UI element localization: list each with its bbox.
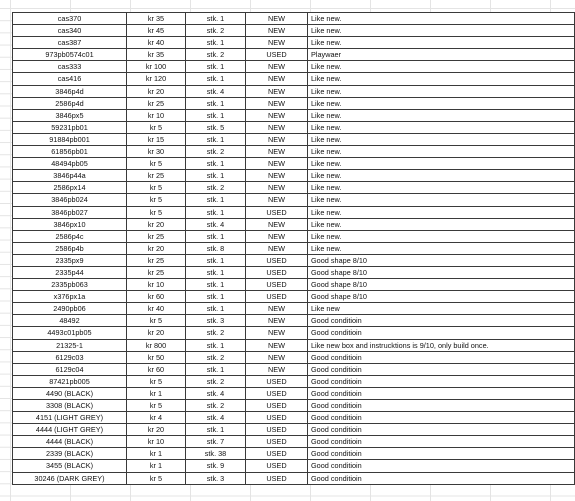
condition-cell[interactable]: NEW	[246, 97, 308, 109]
price-cell[interactable]: kr 5	[127, 158, 186, 170]
item-number-cell[interactable]: 59231pb01	[13, 121, 127, 133]
item-number-cell[interactable]: 973pb0574c01	[13, 49, 127, 61]
note-cell[interactable]: Good shape 8/10	[308, 254, 575, 266]
note-cell[interactable]: Like new.	[308, 182, 575, 194]
quantity-cell[interactable]: stk. 1	[186, 339, 246, 351]
price-cell[interactable]: kr 20	[127, 327, 186, 339]
quantity-cell[interactable]: stk. 1	[186, 37, 246, 49]
table-row	[13, 194, 575, 206]
price-cell[interactable]: kr 25	[127, 97, 186, 109]
condition-cell[interactable]: NEW	[246, 133, 308, 145]
quantity-cell[interactable]: stk. 3	[186, 315, 246, 327]
price-cell[interactable]: kr 50	[127, 351, 186, 363]
quantity-cell[interactable]: stk. 2	[186, 25, 246, 37]
quantity-cell[interactable]: stk. 1	[186, 266, 246, 278]
condition-cell[interactable]: USED	[246, 387, 308, 399]
condition-cell[interactable]: USED	[246, 375, 308, 387]
quantity-cell[interactable]: stk. 1	[186, 363, 246, 375]
quantity-cell[interactable]: stk. 1	[186, 109, 246, 121]
condition-cell[interactable]: NEW	[246, 218, 308, 230]
price-cell[interactable]: kr 60	[127, 291, 186, 303]
note-cell[interactable]: Good shape 8/10	[308, 279, 575, 291]
condition-cell[interactable]: NEW	[246, 242, 308, 254]
condition-cell[interactable]: NEW	[246, 182, 308, 194]
quantity-cell[interactable]: stk. 2	[186, 49, 246, 61]
item-number-cell[interactable]: 87421pb005	[13, 375, 127, 387]
table-row	[13, 351, 575, 363]
quantity-cell[interactable]: stk. 9	[186, 460, 246, 472]
note-cell[interactable]: Like new.	[308, 25, 575, 37]
condition-cell[interactable]: NEW	[246, 73, 308, 85]
table-row	[13, 158, 575, 170]
table-row	[13, 109, 575, 121]
condition-cell[interactable]: NEW	[246, 351, 308, 363]
item-number-cell[interactable]: 3846p4d	[13, 85, 127, 97]
note-cell[interactable]: Like new.	[308, 242, 575, 254]
condition-cell[interactable]: USED	[246, 424, 308, 436]
item-number-cell[interactable]: 21325-1	[13, 339, 127, 351]
note-cell[interactable]: Good conditioin	[308, 472, 575, 484]
price-cell[interactable]: kr 45	[127, 25, 186, 37]
table-row	[13, 121, 575, 133]
quantity-cell[interactable]: stk. 1	[186, 73, 246, 85]
table-row	[13, 266, 575, 278]
item-number-cell[interactable]: cas340	[13, 25, 127, 37]
table-row	[13, 436, 575, 448]
note-cell[interactable]: Good conditioin	[308, 412, 575, 424]
item-number-cell[interactable]: 2586p4c	[13, 230, 127, 242]
quantity-cell[interactable]: stk. 1	[186, 194, 246, 206]
table-row	[13, 49, 575, 61]
item-number-cell[interactable]: 2335p44	[13, 266, 127, 278]
table-row	[13, 73, 575, 85]
item-number-cell[interactable]: 2335px9	[13, 254, 127, 266]
note-cell[interactable]: Good conditioin	[308, 448, 575, 460]
note-cell[interactable]: Good shape 8/10	[308, 266, 575, 278]
price-cell[interactable]: kr 20	[127, 85, 186, 97]
table-row	[13, 25, 575, 37]
note-cell[interactable]: Like new.	[308, 85, 575, 97]
quantity-cell[interactable]: stk. 2	[186, 400, 246, 412]
condition-cell[interactable]: NEW	[246, 85, 308, 97]
note-cell[interactable]: Good shape 8/10	[308, 291, 575, 303]
table-row	[13, 242, 575, 254]
table-row	[13, 206, 575, 218]
price-cell[interactable]: kr 20	[127, 218, 186, 230]
quantity-cell[interactable]: stk. 4	[186, 412, 246, 424]
price-cell[interactable]: kr 1	[127, 387, 186, 399]
condition-cell[interactable]: NEW	[246, 146, 308, 158]
condition-cell[interactable]: NEW	[246, 109, 308, 121]
item-number-cell[interactable]: cas333	[13, 61, 127, 73]
condition-cell[interactable]: NEW	[246, 303, 308, 315]
quantity-cell[interactable]: stk. 2	[186, 351, 246, 363]
quantity-cell[interactable]: stk. 1	[186, 170, 246, 182]
note-cell[interactable]: Good conditioin	[308, 424, 575, 436]
item-number-cell[interactable]: 4444 (LIGHT GREY)	[13, 424, 127, 436]
price-cell[interactable]: kr 5	[127, 400, 186, 412]
price-cell[interactable]: kr 35	[127, 13, 186, 25]
price-cell[interactable]: kr 15	[127, 133, 186, 145]
item-number-cell[interactable]: cas387	[13, 37, 127, 49]
price-cell[interactable]: kr 20	[127, 424, 186, 436]
quantity-cell[interactable]: stk. 1	[186, 230, 246, 242]
item-number-cell[interactable]: 2339 (BLACK)	[13, 448, 127, 460]
item-number-cell[interactable]: 4493c01pb05	[13, 327, 127, 339]
item-number-cell[interactable]: 3846pb027	[13, 206, 127, 218]
item-number-cell[interactable]: 3846pb024	[13, 194, 127, 206]
quantity-cell[interactable]: stk. 5	[186, 121, 246, 133]
note-cell[interactable]: Like new.	[308, 37, 575, 49]
quantity-cell[interactable]: stk. 1	[186, 279, 246, 291]
table-row	[13, 230, 575, 242]
note-cell[interactable]: Good conditioin	[308, 436, 575, 448]
price-cell[interactable]: kr 5	[127, 206, 186, 218]
item-number-cell[interactable]: 48492	[13, 315, 127, 327]
table-row	[13, 291, 575, 303]
price-cell[interactable]: kr 5	[127, 315, 186, 327]
table-row	[13, 61, 575, 73]
condition-cell[interactable]: NEW	[246, 13, 308, 25]
condition-cell[interactable]: USED	[246, 400, 308, 412]
note-cell[interactable]: Like new.	[308, 73, 575, 85]
condition-cell[interactable]: NEW	[246, 158, 308, 170]
price-cell[interactable]: kr 5	[127, 472, 186, 484]
price-cell[interactable]: kr 25	[127, 230, 186, 242]
quantity-cell[interactable]: stk. 2	[186, 375, 246, 387]
note-cell[interactable]: Like new.	[308, 97, 575, 109]
quantity-cell[interactable]: stk. 1	[186, 13, 246, 25]
note-cell[interactable]: Like new.	[308, 61, 575, 73]
note-cell[interactable]: Like new.	[308, 170, 575, 182]
note-cell[interactable]: Like new.	[308, 146, 575, 158]
item-number-cell[interactable]: 2586px14	[13, 182, 127, 194]
quantity-cell[interactable]: stk. 1	[186, 303, 246, 315]
table-row	[13, 339, 575, 351]
note-cell[interactable]: Like new.	[308, 158, 575, 170]
condition-cell[interactable]: NEW	[246, 61, 308, 73]
condition-cell[interactable]: NEW	[246, 25, 308, 37]
note-cell[interactable]: Good conditioin	[308, 327, 575, 339]
price-cell[interactable]: kr 30	[127, 146, 186, 158]
note-cell[interactable]: Like new.	[308, 121, 575, 133]
item-number-cell[interactable]: 6129c04	[13, 363, 127, 375]
table-row	[13, 327, 575, 339]
item-number-cell[interactable]: 2490pb06	[13, 303, 127, 315]
note-cell[interactable]: Like new.	[308, 230, 575, 242]
note-cell[interactable]: Like new.	[308, 109, 575, 121]
quantity-cell[interactable]: stk. 3	[186, 472, 246, 484]
table-row	[13, 13, 575, 25]
note-cell[interactable]: Playwaer	[308, 49, 575, 61]
quantity-cell[interactable]: stk. 1	[186, 133, 246, 145]
table-row	[13, 375, 575, 387]
note-cell[interactable]: Good conditioin	[308, 315, 575, 327]
note-cell[interactable]: Good conditioin	[308, 351, 575, 363]
inventory-table	[12, 12, 575, 485]
condition-cell[interactable]: USED	[246, 279, 308, 291]
price-cell[interactable]: kr 120	[127, 73, 186, 85]
price-cell[interactable]: kr 5	[127, 182, 186, 194]
table-row	[13, 387, 575, 399]
table-row	[13, 133, 575, 145]
note-cell[interactable]: Good conditioin	[308, 375, 575, 387]
price-cell[interactable]: kr 35	[127, 49, 186, 61]
quantity-cell[interactable]: stk. 1	[186, 97, 246, 109]
condition-cell[interactable]: NEW	[246, 339, 308, 351]
price-cell[interactable]: kr 25	[127, 266, 186, 278]
quantity-cell[interactable]: stk. 7	[186, 436, 246, 448]
price-cell[interactable]: kr 5	[127, 375, 186, 387]
quantity-cell[interactable]: stk. 2	[186, 182, 246, 194]
table-row	[13, 146, 575, 158]
note-cell[interactable]: Good conditioin	[308, 363, 575, 375]
price-cell[interactable]: kr 40	[127, 303, 186, 315]
price-cell[interactable]: kr 100	[127, 61, 186, 73]
quantity-cell[interactable]: stk. 1	[186, 206, 246, 218]
quantity-cell[interactable]: stk. 4	[186, 218, 246, 230]
table-row	[13, 400, 575, 412]
item-number-cell[interactable]: 3308 (BLACK)	[13, 400, 127, 412]
condition-cell[interactable]: NEW	[246, 327, 308, 339]
condition-cell[interactable]: USED	[246, 412, 308, 424]
table-row	[13, 182, 575, 194]
price-cell[interactable]: kr 5	[127, 194, 186, 206]
note-cell[interactable]: Like new	[308, 303, 575, 315]
table-row	[13, 472, 575, 484]
quantity-cell[interactable]: stk. 1	[186, 158, 246, 170]
table-row	[13, 254, 575, 266]
inventory-table-body	[13, 13, 575, 485]
condition-cell[interactable]: USED	[246, 254, 308, 266]
condition-cell[interactable]: USED	[246, 448, 308, 460]
condition-cell[interactable]: NEW	[246, 230, 308, 242]
table-row	[13, 412, 575, 424]
item-number-cell[interactable]: 91884pb001	[13, 133, 127, 145]
note-cell[interactable]: Like new.	[308, 218, 575, 230]
condition-cell[interactable]: NEW	[246, 194, 308, 206]
item-number-cell[interactable]: cas416	[13, 73, 127, 85]
item-number-cell[interactable]: cas370	[13, 13, 127, 25]
note-cell[interactable]: Like new.	[308, 13, 575, 25]
item-number-cell[interactable]: 3846p44a	[13, 170, 127, 182]
note-cell[interactable]: Good conditioin	[308, 460, 575, 472]
quantity-cell[interactable]: stk. 38	[186, 448, 246, 460]
price-cell[interactable]: kr 4	[127, 412, 186, 424]
item-number-cell[interactable]: 4151 (LIGHT GREY)	[13, 412, 127, 424]
table-row	[13, 363, 575, 375]
quantity-cell[interactable]: stk. 1	[186, 424, 246, 436]
condition-cell[interactable]: NEW	[246, 363, 308, 375]
price-cell[interactable]: kr 10	[127, 109, 186, 121]
item-number-cell[interactable]: 4444 (BLACK)	[13, 436, 127, 448]
price-cell[interactable]: kr 10	[127, 436, 186, 448]
condition-cell[interactable]: NEW	[246, 170, 308, 182]
quantity-cell[interactable]: stk. 4	[186, 387, 246, 399]
condition-cell[interactable]: NEW	[246, 37, 308, 49]
price-cell[interactable]: kr 1	[127, 448, 186, 460]
price-cell[interactable]: kr 25	[127, 170, 186, 182]
table-row	[13, 170, 575, 182]
condition-cell[interactable]: USED	[246, 206, 308, 218]
item-number-cell[interactable]: 3846px5	[13, 109, 127, 121]
condition-cell[interactable]: USED	[246, 472, 308, 484]
quantity-cell[interactable]: stk. 4	[186, 85, 246, 97]
table-row	[13, 303, 575, 315]
condition-cell[interactable]: USED	[246, 436, 308, 448]
item-number-cell[interactable]: 3455 (BLACK)	[13, 460, 127, 472]
item-number-cell[interactable]: 6129c03	[13, 351, 127, 363]
quantity-cell[interactable]: stk. 2	[186, 146, 246, 158]
condition-cell[interactable]: USED	[246, 291, 308, 303]
condition-cell[interactable]: NEW	[246, 121, 308, 133]
quantity-cell[interactable]: stk. 1	[186, 61, 246, 73]
note-cell[interactable]: Like new box and instrucktions is 9/10, only build once.	[308, 339, 575, 351]
item-number-cell[interactable]: 61856pb01	[13, 146, 127, 158]
note-cell[interactable]: Like new.	[308, 194, 575, 206]
condition-cell[interactable]: USED	[246, 460, 308, 472]
item-number-cell[interactable]: 30246 (DARK GREY)	[13, 472, 127, 484]
item-number-cell[interactable]: 3846px10	[13, 218, 127, 230]
price-cell[interactable]: kr 60	[127, 363, 186, 375]
quantity-cell[interactable]: stk. 8	[186, 242, 246, 254]
note-cell[interactable]: Good conditioin	[308, 400, 575, 412]
quantity-cell[interactable]: stk. 1	[186, 254, 246, 266]
table-row	[13, 37, 575, 49]
price-cell[interactable]: kr 800	[127, 339, 186, 351]
price-cell[interactable]: kr 20	[127, 242, 186, 254]
table-row	[13, 448, 575, 460]
item-number-cell[interactable]: 4490 (BLACK)	[13, 387, 127, 399]
note-cell[interactable]: Like new.	[308, 133, 575, 145]
condition-cell[interactable]: NEW	[246, 315, 308, 327]
quantity-cell[interactable]: stk. 1	[186, 291, 246, 303]
note-cell[interactable]: Like new.	[308, 206, 575, 218]
item-number-cell[interactable]: x376px1a	[13, 291, 127, 303]
table-row	[13, 315, 575, 327]
table-row	[13, 279, 575, 291]
price-cell[interactable]: kr 1	[127, 460, 186, 472]
table-row	[13, 460, 575, 472]
condition-cell[interactable]: USED	[246, 49, 308, 61]
item-number-cell[interactable]: 2586p4d	[13, 97, 127, 109]
price-cell[interactable]: kr 40	[127, 37, 186, 49]
table-row	[13, 85, 575, 97]
price-cell[interactable]: kr 10	[127, 279, 186, 291]
condition-cell[interactable]: USED	[246, 266, 308, 278]
quantity-cell[interactable]: stk. 2	[186, 327, 246, 339]
price-cell[interactable]: kr 5	[127, 121, 186, 133]
price-cell[interactable]: kr 25	[127, 254, 186, 266]
table-row	[13, 218, 575, 230]
item-number-cell[interactable]: 2586p4b	[13, 242, 127, 254]
item-number-cell[interactable]: 48494pb05	[13, 158, 127, 170]
item-number-cell[interactable]: 2335pb063	[13, 279, 127, 291]
note-cell[interactable]: Good conditioin	[308, 387, 575, 399]
table-row	[13, 97, 575, 109]
table-row	[13, 424, 575, 436]
